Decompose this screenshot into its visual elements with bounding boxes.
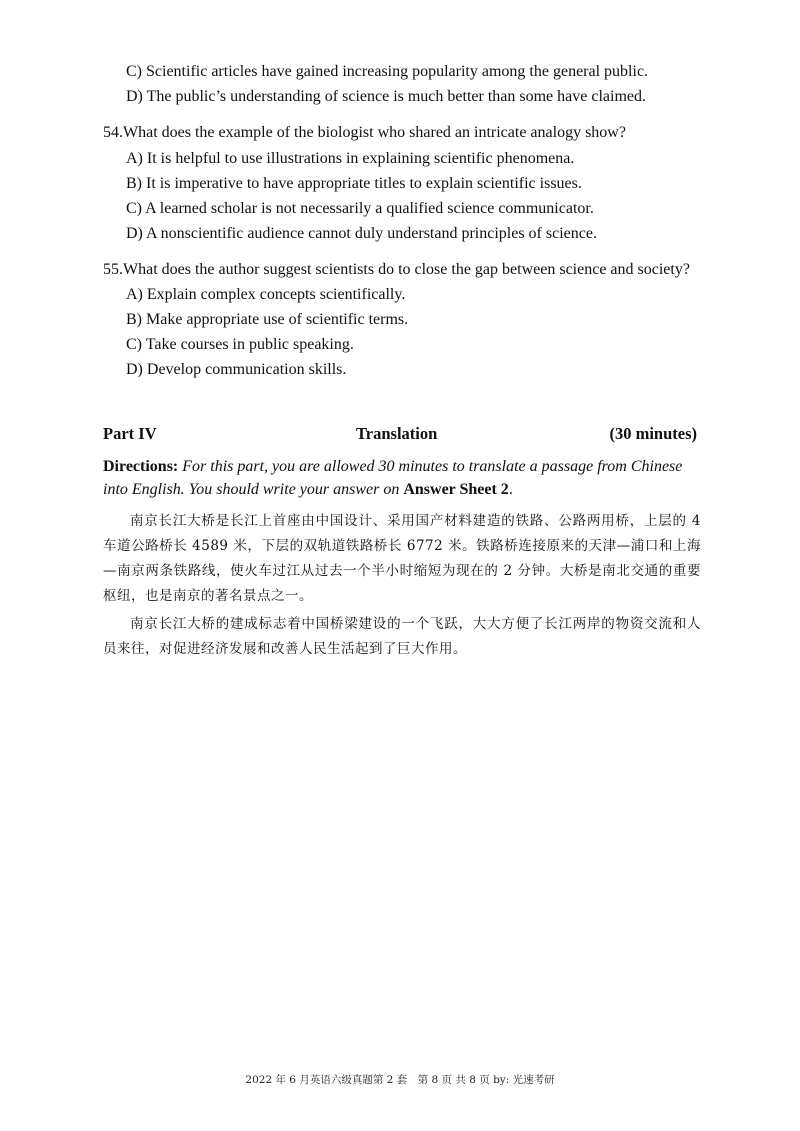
q54-question: 54.What does the example of the biologist who shared an intricate analogy show? [103, 124, 626, 141]
directions [103, 455, 700, 501]
passage-paragraph-2: 南京长江大桥的建成标志着中国桥梁建设的一个飞跃，大大方便了长江两岸的物资交流和人员来往，对促进经济发展和改善人民生活起到了巨大作用。 [103, 616, 701, 657]
answer-sheet-ref: Answer Sheet 2 [403, 481, 509, 498]
q53-option-c: C) Scientific articles have gained increasing popularity among the general public. [126, 63, 649, 80]
q53-option-d: D) The public’s understanding of science is much better than some have claimed. [126, 88, 646, 105]
q55-option-b: B) Make appropriate use of scientific terms. [126, 311, 409, 328]
part-header [103, 424, 697, 446]
q55-option-a: A) Explain complex concepts scientifically. [126, 286, 406, 303]
page-footer: 2022 年 6 月英语六级真题第 2 套 第 8 页 共 8 页 by: 光速考研 [245, 1074, 555, 1086]
q55-option-d: D) Develop communication skills. [126, 361, 347, 378]
part-label: Part IV [103, 424, 157, 443]
q54-option-d: D) A nonscientific audience cannot duly understand principles of science. [126, 225, 597, 242]
q54-option-c: C) A learned scholar is not necessarily a qualified science communicator. [126, 200, 594, 217]
q54-option-b: B) It is imperative to have appropriate titles to explain scientific issues. [126, 175, 582, 192]
q55-question: 55.What does the author suggest scientists do to close the gap between science and society? [103, 261, 690, 278]
directions-end: . [508, 481, 513, 498]
part-time: (30 minutes) [609, 424, 697, 443]
part-title: Translation [356, 424, 438, 443]
passage-paragraph-1: 南京长江大桥是长江上首座由中国设计、采用国产材料建造的铁路、公路两用桥，上层的 4 车道公路桥长 4589 米，下层的双轨道铁路桥长 6772 米。铁路桥连接原来的天津—浦口和上海—南京两条铁路线，使火车过江从过去一个半小时缩短为现在的 2 分钟。大桥是南北交通的重要枢纽，也是南京的著名景点之一。 [103, 513, 701, 604]
directions-label: Directions: [103, 458, 179, 475]
q55-option-c: C) Take courses in public speaking. [126, 336, 354, 353]
directions-text: For this part, you are allowed 30 minutes to translate a passage from Chinese into English. You should write your answer on [103, 458, 683, 498]
q54-option-a: A) It is helpful to use illustrations in explaining scientific phenomena. [126, 150, 575, 167]
